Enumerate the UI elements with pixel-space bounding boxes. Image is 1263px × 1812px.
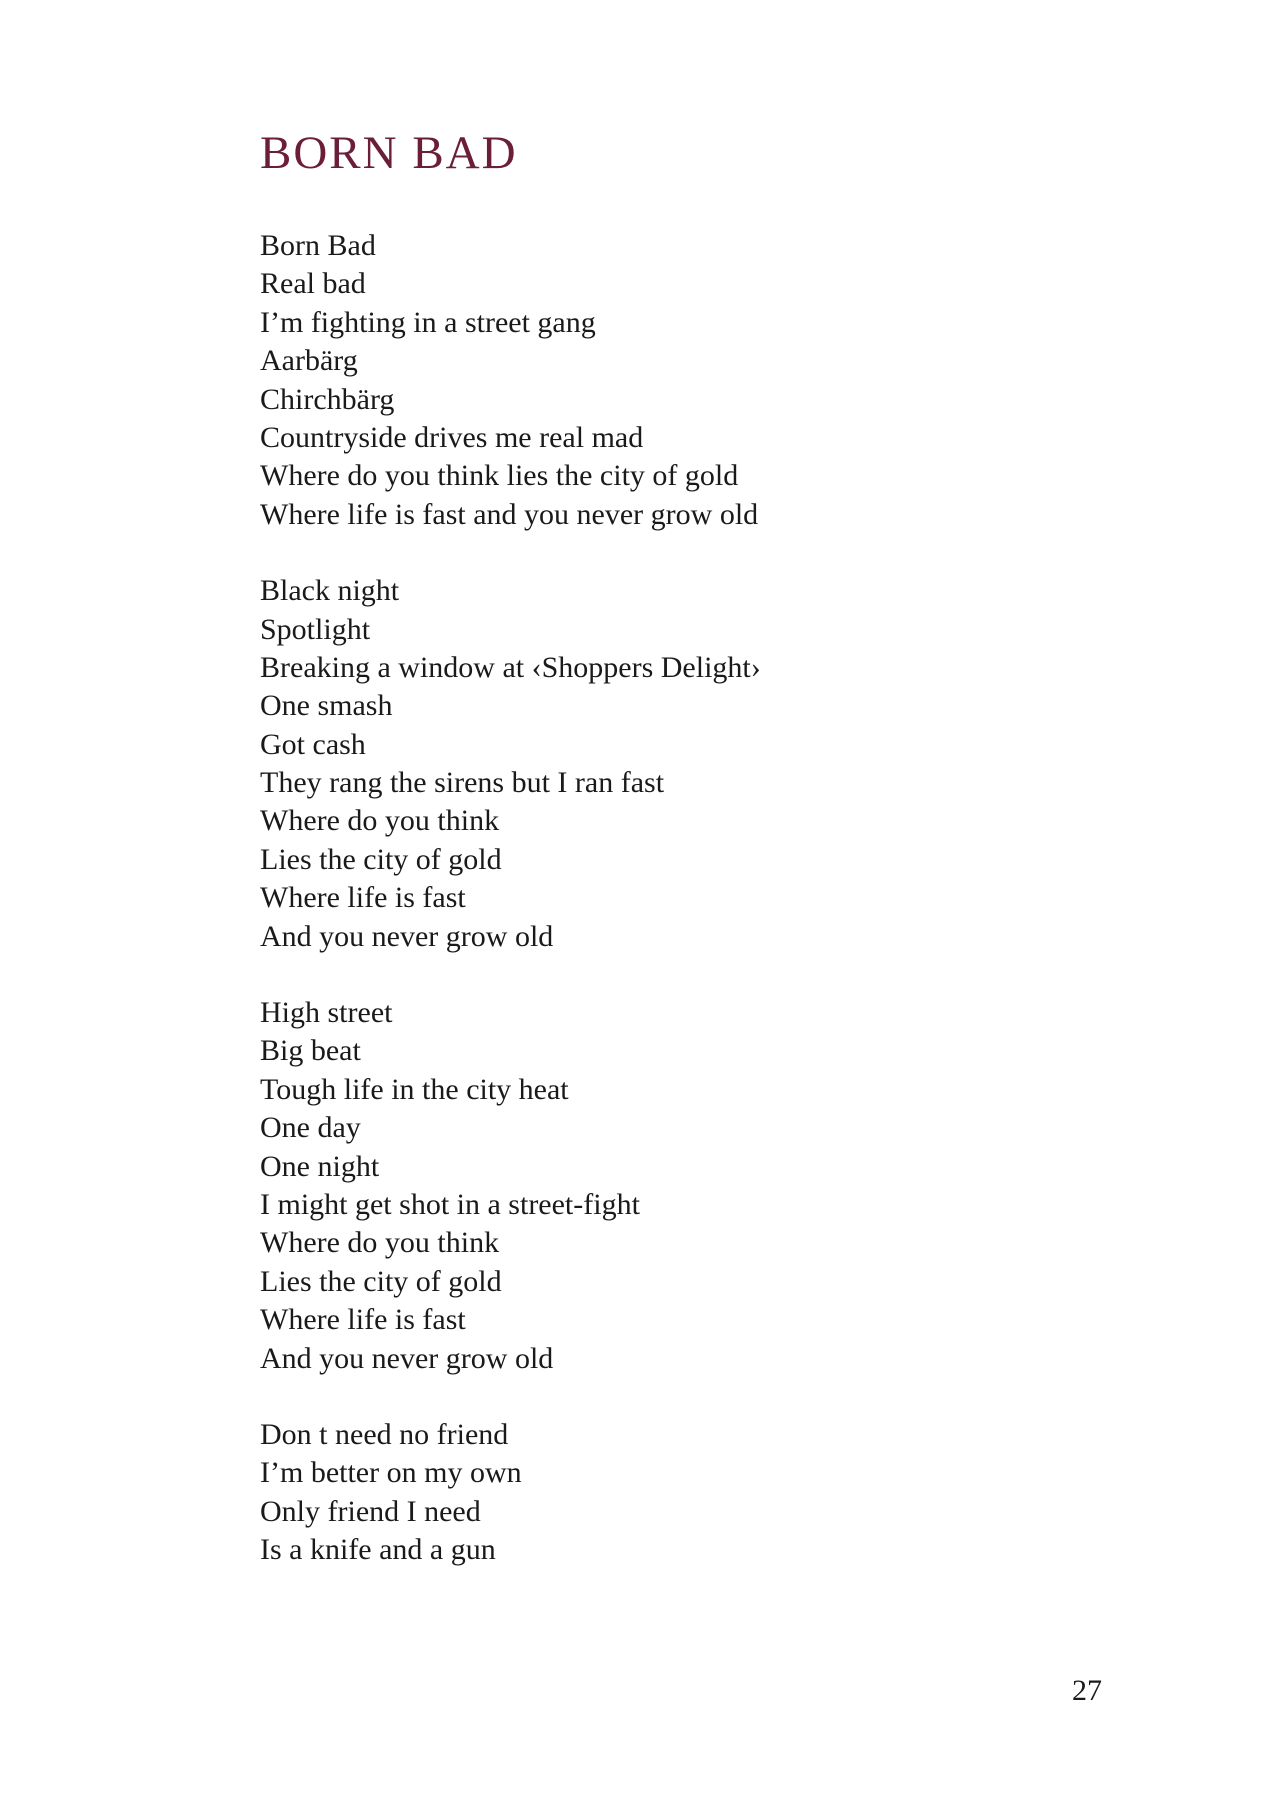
poem-line: Tough life in the city heat [260, 1072, 569, 1106]
poem-line: One day [260, 1111, 361, 1145]
poem-line: One night [260, 1149, 380, 1183]
poem-line: Lies the city of gold [260, 1264, 502, 1298]
poem-line: Big beat [260, 1034, 361, 1068]
poem-line: High street [260, 996, 393, 1030]
stanza-3 [260, 994, 1160, 1378]
poem-line: Real bad [260, 267, 366, 301]
stanza-2 [260, 572, 1160, 956]
poem-line: Don t need no friend [260, 1417, 509, 1451]
page-number: 27 [1072, 1674, 1102, 1707]
poem-line: Where life is fast [260, 1303, 466, 1337]
poem-line: Where do you think lies the city of gold [260, 459, 739, 493]
poem-line: Countryside drives me real mad [260, 420, 644, 454]
poem-line: Lies the city of gold [260, 842, 502, 876]
poem-line: Black night [260, 574, 400, 608]
poem-body [260, 227, 1160, 1608]
poem-line: Aarbärg [260, 344, 358, 378]
poem-line: Got cash [260, 727, 366, 761]
poem-line: Chirchbärg [260, 382, 395, 416]
poem-line: Only friend I need [260, 1494, 481, 1528]
poem-line: Breaking a window at ‹Shoppers Delight› [260, 650, 761, 684]
poem-line: I’m better on my own [260, 1456, 522, 1490]
poem-line: They rang the sirens but I ran fast [260, 766, 665, 800]
poem-line: Where life is fast and you never grow old [260, 497, 759, 531]
stanza-4 [260, 1416, 1160, 1570]
poem-line: Where do you think [260, 1226, 500, 1260]
poem-line: Born Bad [260, 229, 376, 262]
poem-line: Where do you think [260, 804, 500, 838]
stanza-1 [260, 227, 1160, 534]
poem-line: Where life is fast [260, 881, 466, 915]
poem-line: And you never grow old [260, 1341, 554, 1375]
poem-line: Is a knife and a gun [260, 1533, 496, 1567]
poem-line: One smash [260, 689, 393, 723]
poem-line: I’m fighting in a street gang [260, 305, 596, 339]
poem-line: I might get shot in a street-fight [260, 1187, 640, 1221]
poem-title: BORN BAD [260, 127, 518, 179]
poem-line: And you never grow old [260, 919, 554, 953]
poem-line: Spotlight [260, 612, 371, 646]
